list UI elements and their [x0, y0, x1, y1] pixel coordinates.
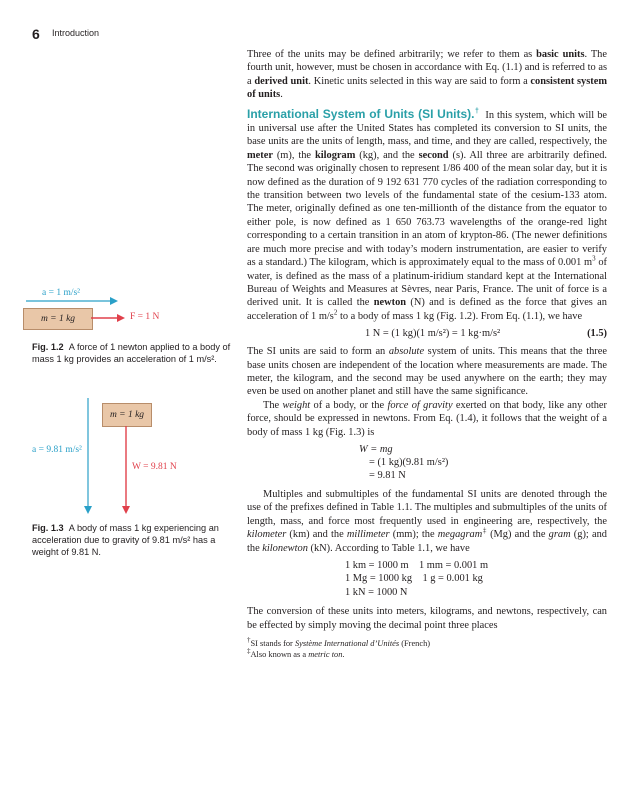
fig13-weight-label: W = 9.81 N — [132, 462, 177, 472]
equation-1-5: 1 N = (1 kg)(1 m/s²) = 1 kg·m/s² (1.5) — [365, 328, 607, 340]
fig12-caption: Fig. 1.2 A force of 1 newton applied to a body of mass 1 kg provides an acceleration of 1 m/s². — [32, 342, 231, 364]
paragraph-4: The weight of a body, or the force of gravity exerted on that body, like any other force, should be expressed in newtons. From Eq. (1.4), it follows that the weight of a body of mass 1 kg (Fig. 1.3) is — [247, 399, 607, 438]
fig12-accel-arrow — [22, 296, 122, 306]
fig13-mass-box: m = 1 kg — [102, 403, 152, 427]
unit-equations: 1 km = 1000 m 1 mm = 0.001 m 1 Mg = 1000 kg 1 g = 0.001 kg 1 kN = 1000 N — [345, 560, 489, 598]
running-header: Introduction — [52, 28, 100, 38]
main-text — [247, 48, 607, 661]
paragraph-5: Multiples and submultiples of the fundamental SI units are denoted through the use of the prefixes defined in Table 1.1. The multiples and submultiples of the units of length, mass, and force most frequently used in engineering are, respectively, the kilometer (km) and the millimeter (mm); the megagram‡ (Mg) and the gram (g); and the kilonewton (kN). According to Table 1.1, we have — [247, 488, 607, 554]
paragraph-1: Three of the units may be defined arbitrarily; we refer to them as basic units. The fourth unit, however, must be chosen in accordance with Eq. (1.1) and is referred to as a derived unit. Kinetic units selected in this way are said to form a consistent system of units. — [247, 49, 608, 101]
paragraph-3: The SI units are said to form an absolute system of units. This means that the three base units chosen are independent of the location where measurements are made. The meter, the kilogram, and the second may be used anywhere on the earth; they may even be used on another planet and still have the same significance. — [247, 346, 607, 398]
fig12-force-arrow — [91, 312, 127, 324]
fig13-weight-arrow — [120, 426, 132, 516]
fig12-force-label: F = 1 N — [130, 312, 160, 322]
footnotes: †SI stands for Système International d’Unités (French) ‡Also known as a metric ton. — [247, 636, 431, 660]
fig12-accel-label: a = 1 m/s² — [42, 288, 81, 298]
fig13-caption: Fig. 1.3 A body of mass 1 kg experiencing an acceleration due to gravity of 9.81 m/s² has a weight of 9.81 N. — [32, 523, 219, 557]
weight-equation: W = mg = (1 kg)(9.81 m/s²) = 9.81 N — [359, 443, 449, 481]
page-number: 6 — [32, 26, 40, 42]
fig13-accel-label: a = 9.81 m/s² — [32, 445, 82, 455]
fig12-mass-box: m = 1 kg — [23, 308, 93, 330]
fig13-accel-arrow — [82, 398, 94, 516]
paragraph-6: The conversion of these units into meters, kilograms, and newtons, respectively, can be effected by simply moving the decimal point three places — [247, 606, 607, 631]
paragraph-2: International System of Units (SI Units).† In this system, which will be in universal use after the United States has completed its conversion to SI units, the base units are the units of length, mass, and time, and they are called, respectively, the meter (m), the kilogram (kg), and the second (s). All three are arbitrarily defined. The second was originally chosen to represent 1/86 400 of the mean solar day, but it is now defined as the duration of 9 192 631 770 cycles of the radiation corresponding to the transition between two levels of the fundamental state of the cesium-133 atom. The meter, originally defined as one ten-millionth of the distance from the equator to either pole, is now defined as 1 650 763.73 wavelengths of the orange-red light corresponding to a certain transition in an atom of krypton-86. (The newer definitions are much more precise and with today’s modern instrumentation, are easier to verify as a standard.) The kilogram, which is approximately equal to the mass of 0.001 $m^3$ of water, is defined as the mass of a platinum-iridium standard kept at the International Bureau of Weights and Measures at Sèvres, near Paris, France. The unit of force is a derived unit. It is called the newton (N) and is defined as the force that gives an acceleration of 1 $m/s^2$ to a body of mass 1 kg (Fig. 1.2). From Eq. (1.1), we have — [247, 106, 608, 322]
section-title: International System of Units (SI Units).† — [247, 106, 480, 121]
